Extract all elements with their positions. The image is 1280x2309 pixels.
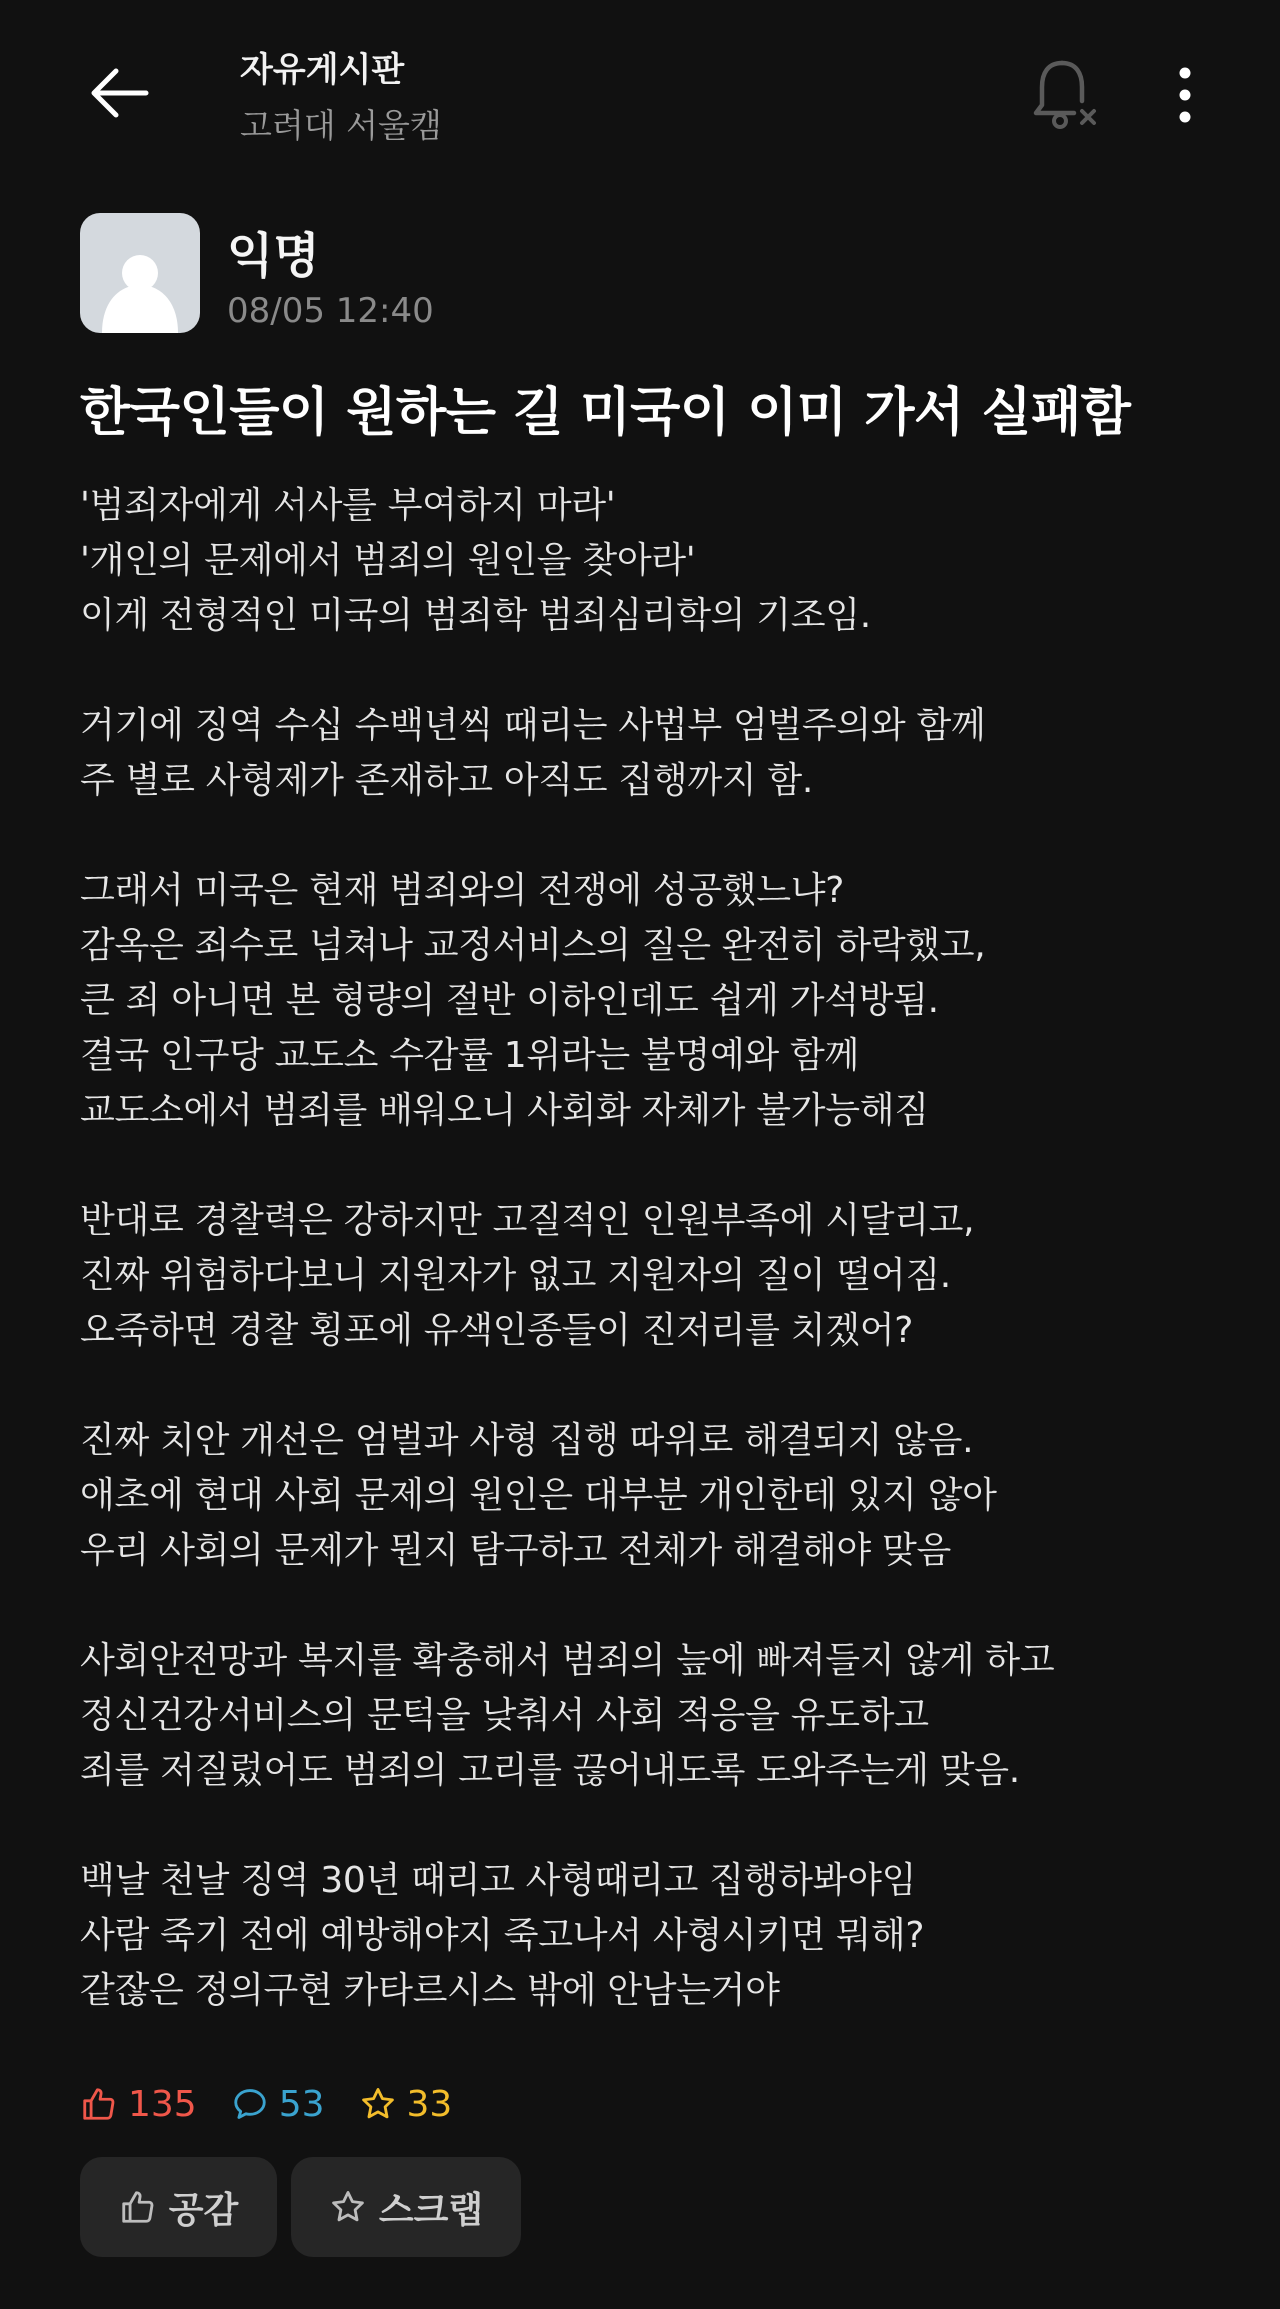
- like-count-value: 135: [128, 2083, 197, 2125]
- board-subtitle: 고려대 서울캠: [240, 106, 442, 145]
- back-arrow-icon: [90, 68, 150, 118]
- back-button[interactable]: [80, 58, 160, 128]
- bell-off-icon: [1030, 57, 1100, 132]
- body-line: 백날 천날 징역 30년 때리고 사형때리고 집행하봐야임: [80, 1860, 917, 1901]
- body-line: 사람 죽기 전에 예방해야지 죽고나서 사형시키면 뭐해?: [80, 1915, 925, 1956]
- body-line: [80, 1578, 1230, 1633]
- post-stats: [80, 2076, 486, 2132]
- thumbs-up-icon: [80, 2085, 118, 2123]
- body-line: [80, 1138, 1230, 1193]
- more-vertical-icon: [1177, 67, 1193, 123]
- body-line: 큰 죄 아니면 본 형량의 절반 이하인데도 쉽게 가석방됨.: [80, 980, 939, 1021]
- post-actions: [80, 2157, 535, 2257]
- body-line: 진짜 위험하다보니 지원자가 없고 지원자의 질이 떨어짐.: [80, 1255, 951, 1296]
- body-line: [80, 643, 1230, 698]
- notification-toggle-button[interactable]: [1020, 52, 1110, 137]
- post-body: [80, 478, 1230, 2018]
- body-line: 오죽하면 경찰 횡포에 유색인종들이 진저리를 치겠어?: [80, 1310, 913, 1351]
- body-line: 우리 사회의 문제가 뭔지 탐구하고 전체가 해결해야 맞음: [80, 1530, 951, 1571]
- body-line: 교도소에서 범죄를 배워오니 사회화 자체가 불가능해짐: [80, 1090, 929, 1131]
- body-line: 결국 인구당 교도소 수감률 1위라는 불명예와 함께: [80, 1035, 859, 1076]
- like-button[interactable]: [80, 2157, 277, 2257]
- comment-count: [231, 2084, 325, 2125]
- body-line: 같잖은 정의구현 카타르시스 밖에 안남는거야: [80, 1970, 780, 2011]
- default-avatar-icon: [80, 213, 200, 333]
- body-line: '범죄자에게 서사를 부여하지 마라': [80, 485, 616, 526]
- scrap-button[interactable]: [291, 2157, 521, 2257]
- star-icon: [359, 2085, 397, 2123]
- star-icon: [329, 2188, 367, 2226]
- body-line: 사회안전망과 복지를 확충해서 범죄의 늪에 빠져들지 않게 하고: [80, 1640, 1055, 1681]
- like-button-label: 공감: [168, 2189, 239, 2231]
- scrap-count-value: 33: [406, 2083, 453, 2125]
- body-line: [80, 1798, 1230, 1853]
- post-title: 한국인들이 원하는 길 미국이 이미 가서 실패함: [80, 383, 1131, 443]
- body-line: 진짜 치안 개선은 엄벌과 사형 집행 따위로 해결되지 않음.: [80, 1420, 974, 1461]
- more-options-button[interactable]: [1160, 55, 1210, 135]
- scrap-count: [359, 2084, 453, 2125]
- thumbs-up-icon: [119, 2188, 157, 2226]
- body-line: 애초에 현대 사회 문제의 원인은 대부분 개인한테 있지 않아: [80, 1475, 997, 1516]
- like-count: [80, 2084, 197, 2125]
- post-timestamp: 08/05 12:40: [227, 291, 434, 331]
- author-name: 익명: [227, 228, 320, 284]
- board-title: 자유게시판: [240, 50, 405, 90]
- avatar: [80, 213, 200, 333]
- body-line: 거기에 징역 수십 수백년씩 때리는 사법부 엄벌주의와 함께: [80, 705, 986, 746]
- body-line: [80, 1358, 1230, 1413]
- body-line: 정신건강서비스의 문턱을 낮춰서 사회 적응을 유도하고: [80, 1695, 929, 1736]
- body-line: 주 별로 사형제가 존재하고 아직도 집행까지 함.: [80, 760, 814, 801]
- comment-count-value: 53: [278, 2083, 325, 2125]
- post-author-row: [80, 213, 680, 335]
- body-line: 그래서 미국은 현재 범죄와의 전쟁에 성공했느냐?: [80, 870, 845, 911]
- comment-bubble-icon: [231, 2085, 269, 2123]
- body-line: 반대로 경찰력은 강하지만 고질적인 인원부족에 시달리고,: [80, 1200, 975, 1241]
- app-bar: [0, 0, 1280, 190]
- body-line: 감옥은 죄수로 넘쳐나 교정서비스의 질은 완전히 하락했고,: [80, 925, 986, 966]
- scrap-button-label: 스크랩: [378, 2189, 484, 2231]
- body-line: '개인의 문제에서 범죄의 원인을 찾아라': [80, 540, 696, 581]
- body-line: [80, 808, 1230, 863]
- body-line: 이게 전형적인 미국의 범죄학 범죄심리학의 기조임.: [80, 595, 871, 636]
- body-line: 죄를 저질렀어도 범죄의 고리를 끊어내도록 도와주는게 맞음.: [80, 1750, 1020, 1791]
